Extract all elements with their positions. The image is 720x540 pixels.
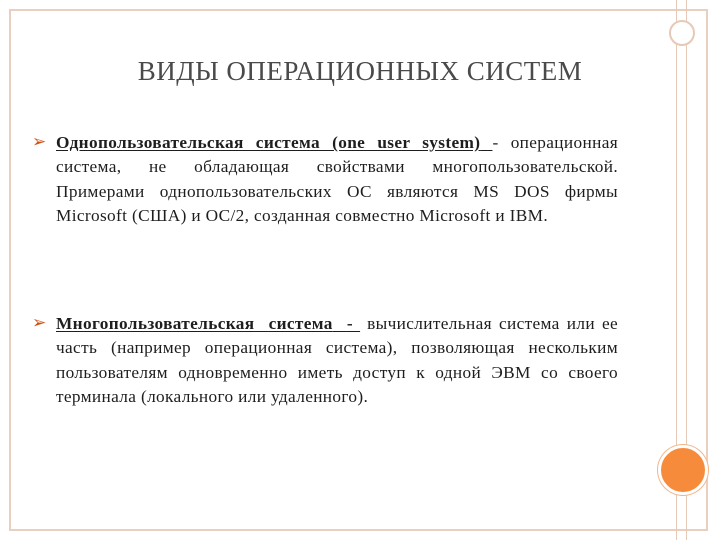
arrow-bullet-icon: ➢: [32, 313, 47, 333]
list-item-single-user: [32, 131, 618, 229]
item-text: [56, 312, 618, 410]
term-multi-user-part1: Многопользовательская: [56, 314, 255, 333]
term-multi-user-part2: система: [268, 314, 333, 333]
definition-multi-user: вычислительная система или ее часть (например операционная система), позволяющая нескольким пользователям одновременно иметь доступ к одной ЭВМ со своего терминала (локального или удаленного).: [56, 314, 619, 407]
arrow-bullet-icon: ➢: [32, 132, 47, 152]
slide-title: ВИДЫ ОПЕРАЦИОННЫХ СИСТЕМ: [137, 56, 583, 86]
item-text: [56, 131, 618, 229]
decorative-circle-top: [669, 20, 695, 46]
slide-frame: [9, 9, 708, 531]
term-dash: -: [346, 314, 354, 333]
decorative-circle-bottom: [658, 445, 708, 495]
definition-single-user: операционная система, не обладающая свойствами многопользовательской. Примерами однопользовательских ОС являются MS DOS фирмы Microsoft (США) и ОС/2, созданная совместно Microsoft и IBM.: [56, 133, 619, 226]
list-item-multi-user: [32, 312, 618, 410]
term-dash: -: [492, 133, 499, 152]
term-single-user: Однопользовательская система (one user system): [56, 133, 481, 152]
